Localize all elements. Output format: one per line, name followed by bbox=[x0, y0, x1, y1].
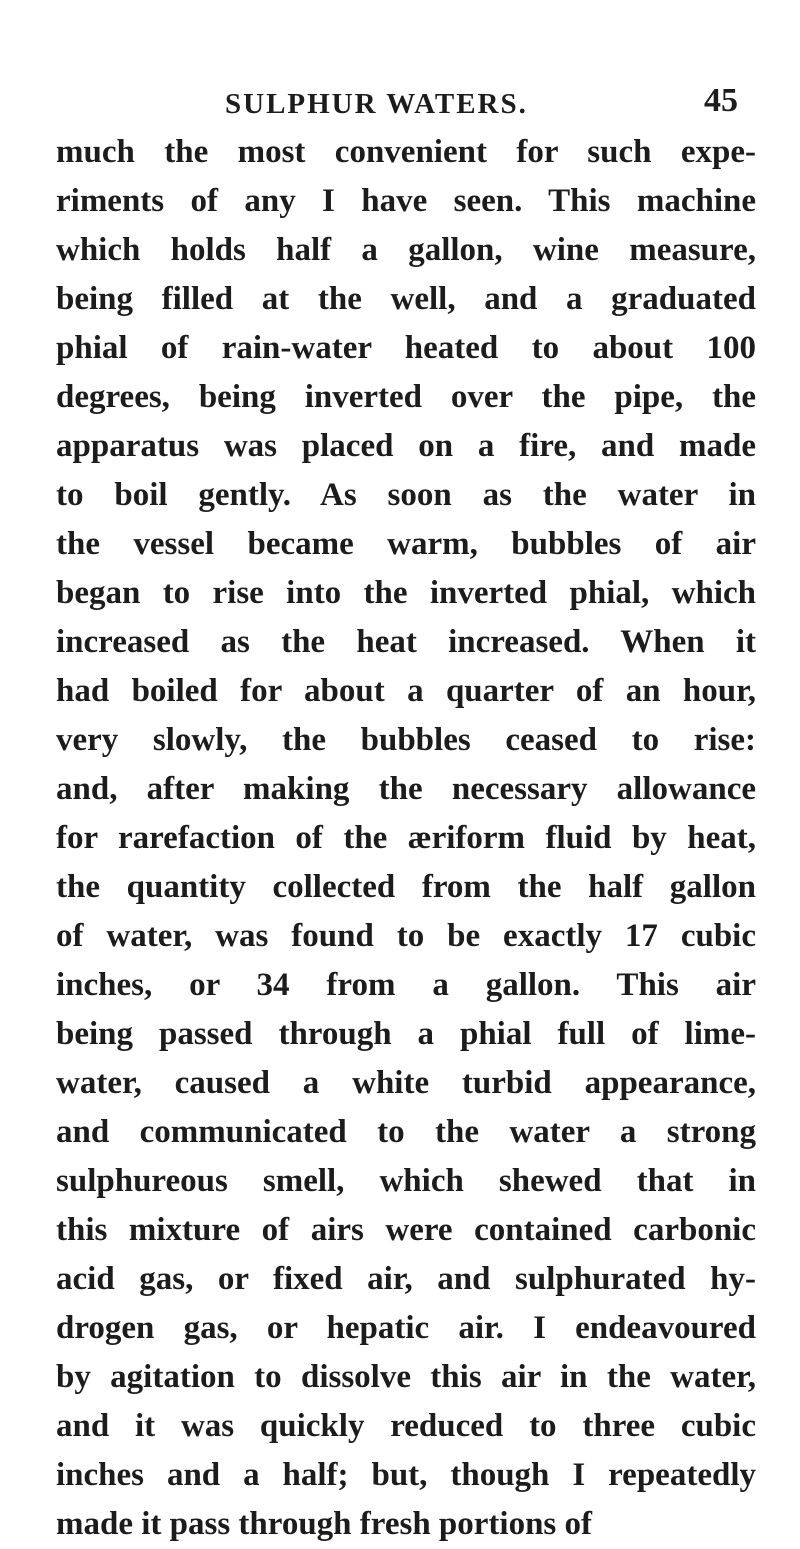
text-line: for rarefaction of the æriform fluid by heat, bbox=[56, 820, 756, 856]
text-line: being passed through a phial full of lime- bbox=[56, 1016, 756, 1052]
text-line: much the most convenient for such expe- bbox=[56, 134, 756, 170]
text-line: by agitation to dissolve this air in the water, bbox=[56, 1359, 756, 1395]
text-line: phial of rain-water heated to about 100 bbox=[56, 330, 756, 366]
text-line: made it pass through fresh portions of bbox=[56, 1506, 593, 1542]
text-line: riments of any I have seen. This machine bbox=[56, 183, 756, 219]
text-line: had boiled for about a quarter of an hour, bbox=[56, 673, 756, 709]
text-line: and communicated to the water a strong bbox=[56, 1114, 756, 1150]
text-line: acid gas, or fixed air, and sulphurated hy- bbox=[56, 1261, 756, 1297]
text-line: apparatus was placed on a fire, and made bbox=[56, 428, 756, 464]
text-line: which holds half a gallon, wine measure, bbox=[56, 232, 756, 268]
text-line: water, caused a white turbid appearance, bbox=[56, 1065, 756, 1101]
text-line: sulphureous smell, which shewed that in bbox=[56, 1163, 756, 1199]
running-head: SULPHUR WATERS. bbox=[225, 88, 528, 120]
text-line: inches and a half; but, though I repeatedly bbox=[56, 1457, 756, 1493]
text-line: very slowly, the bubbles ceased to rise: bbox=[56, 722, 756, 758]
text-line: and it was quickly reduced to three cubic bbox=[56, 1408, 756, 1444]
text-line: inches, or 34 from a gallon. This air bbox=[56, 967, 756, 1003]
page-header bbox=[0, 82, 800, 122]
text-line: began to rise into the inverted phial, which bbox=[56, 575, 756, 611]
text-line: the vessel became warm, bubbles of air bbox=[56, 526, 756, 562]
text-line: of water, was found to be exactly 17 cubic bbox=[56, 918, 756, 954]
text-line: increased as the heat increased. When it bbox=[56, 624, 756, 660]
text-line: degrees, being inverted over the pipe, the bbox=[56, 379, 756, 415]
text-line: to boil gently. As soon as the water in bbox=[56, 477, 756, 513]
page-number: 45 bbox=[704, 82, 738, 119]
body-text bbox=[56, 128, 756, 1549]
text-line: this mixture of airs were contained carbonic bbox=[56, 1212, 756, 1248]
text-line: being filled at the well, and a graduated bbox=[56, 281, 756, 317]
text-line: the quantity collected from the half gallon bbox=[56, 869, 756, 905]
text-line: drogen gas, or hepatic air. I endeavoured bbox=[56, 1310, 756, 1346]
text-line: and, after making the necessary allowance bbox=[56, 771, 756, 807]
